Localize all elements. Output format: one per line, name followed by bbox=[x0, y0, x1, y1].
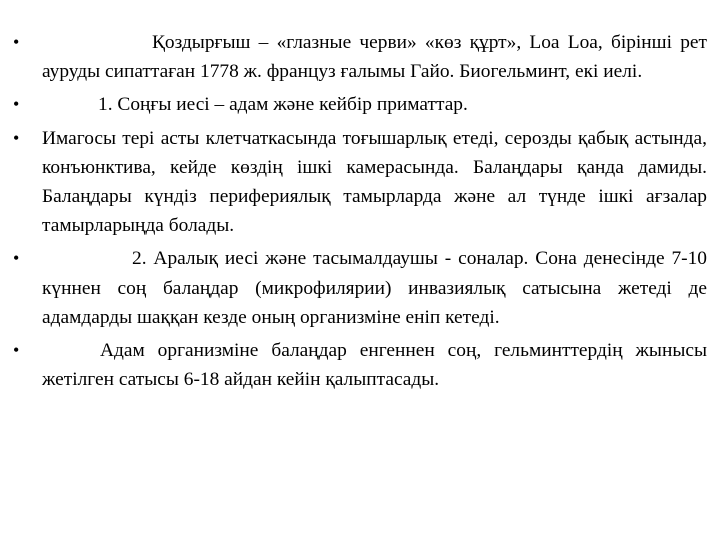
bullet-icon: • bbox=[13, 127, 20, 148]
bullet-text-intermediate-host: 2. Аралық иесі және тасымалдаушы - соналар. Сона денесінде 7-10 күннен соң балаңдар (микрофилярии) инвазиялық сатысына жетеді де адамдарды шаққан кезде оның организміне еніп кетеді. bbox=[42, 248, 707, 328]
bullet-item-2 bbox=[0, 90, 720, 119]
bullet-icon: • bbox=[13, 340, 20, 361]
bullet-item-5 bbox=[0, 336, 720, 394]
bullet-item-3 bbox=[0, 124, 720, 241]
bullet-item-1 bbox=[0, 28, 720, 86]
bullet-icon: • bbox=[13, 94, 20, 115]
bullet-icon: • bbox=[13, 32, 20, 52]
bullet-item-4 bbox=[0, 244, 720, 332]
bullet-text-maturation: Адам организміне балаңдар енгеннен соң, гельминттердің жынысы жетілген сатысы 6-18 айдан кейін қалыптасады. bbox=[42, 340, 707, 391]
bullet-text-imago: Имагосы тері асты клетчаткасында тоғышарлық етеді, серозды қабық астында, конъюнктива, кейде көздің ішкі камерасында. Балаңдары қанда дамиды. Балаңдары күндіз перифериялық тамырларда және ал түнде ішкі ағзалар тамырларыңда болады. bbox=[42, 127, 707, 237]
bullet-text-pathogen: Қоздырғыш – «глазные черви» «көз құрт», Loa Loa, бірінші рет ауруды сипаттаған 1778 ж. француз ғалымы Гайо. Биогельминт, екі иелі. bbox=[42, 32, 707, 83]
bullet-icon: • bbox=[13, 248, 20, 269]
bullet-list bbox=[0, 28, 720, 398]
bullet-text-final-host: 1. Соңғы иесі – адам және кейбір приматтар. bbox=[98, 94, 468, 116]
